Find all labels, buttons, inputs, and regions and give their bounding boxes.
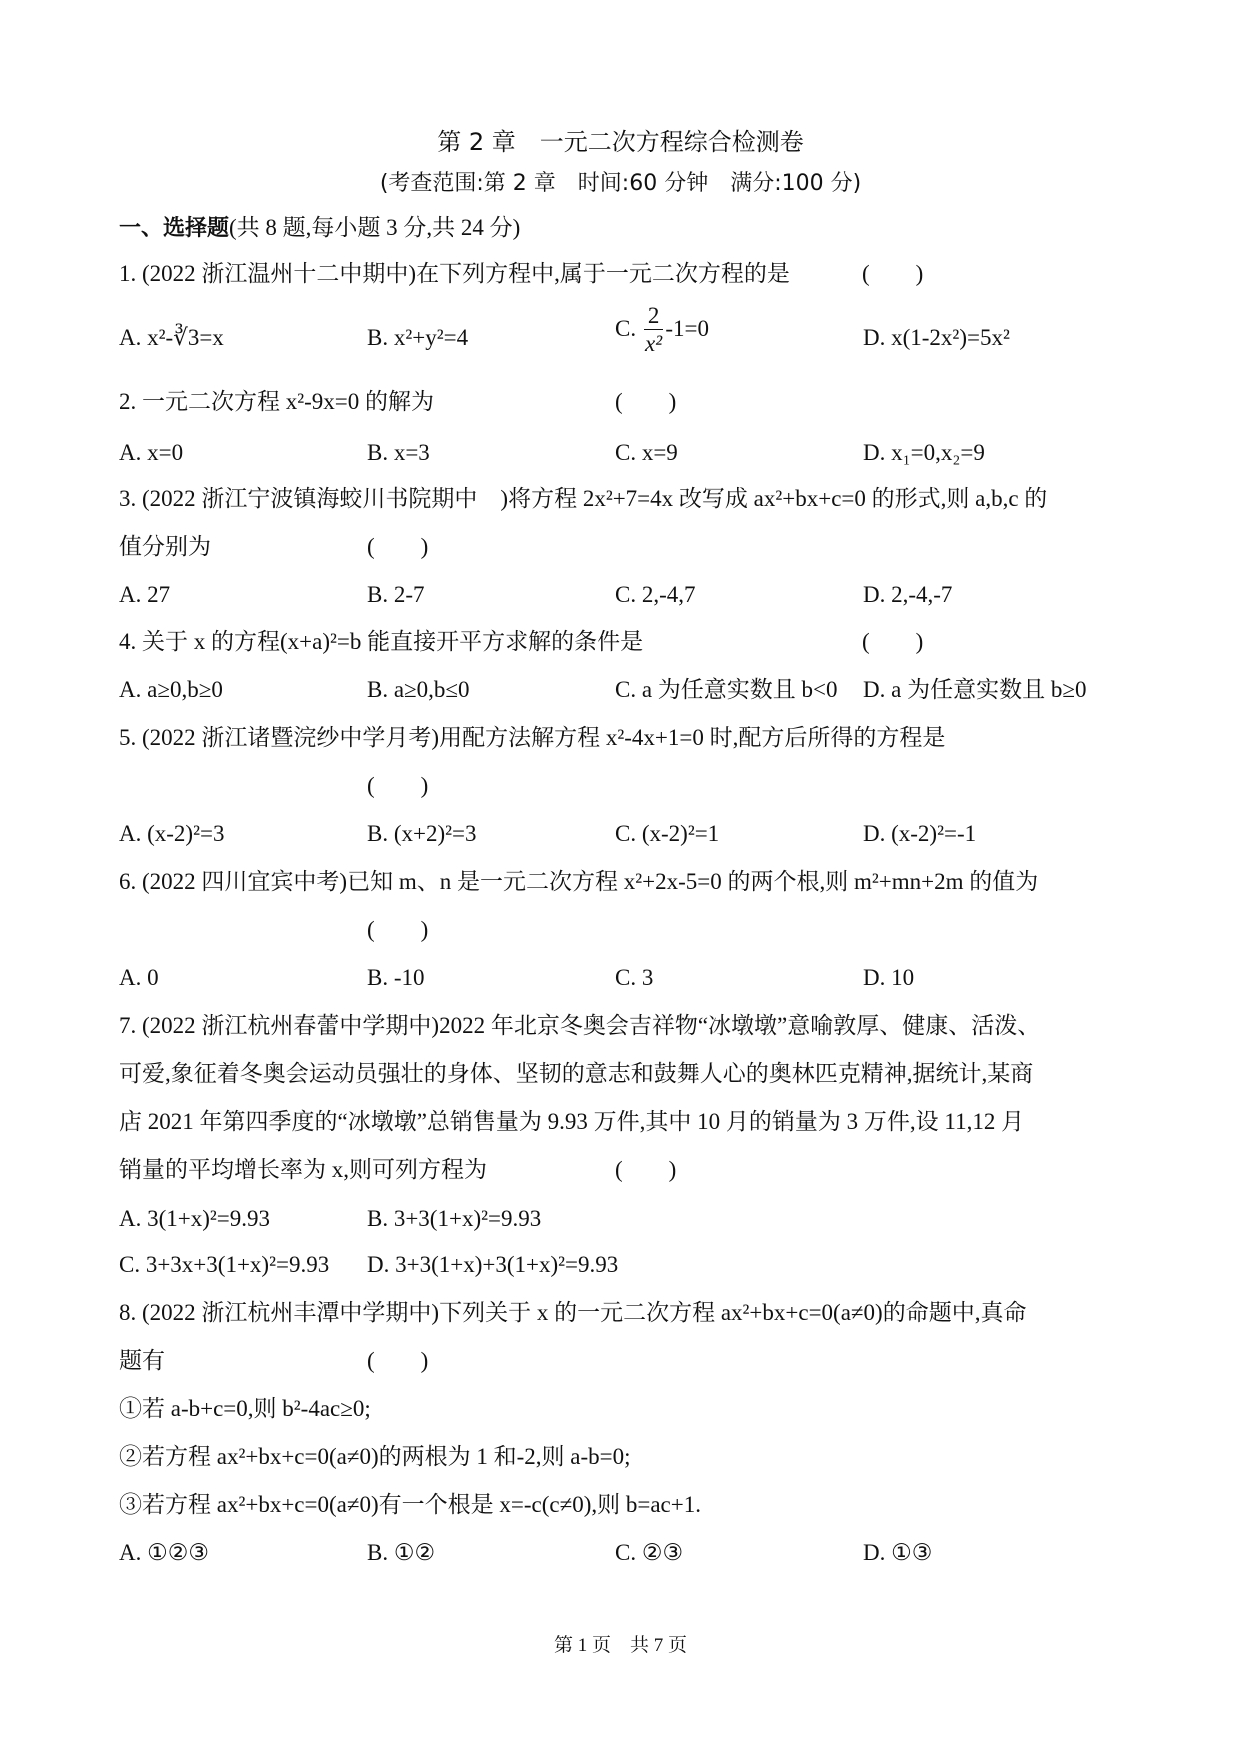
question-8-answer-bracket: ( ) xyxy=(367,1348,429,1373)
question-8-statement-3: ③若方程 ax²+bx+c=0(a≠0)有一个根是 x=-c(c≠0),则 b=ac+1. xyxy=(119,1492,701,1517)
question-8-statement-2: ②若方程 ax²+bx+c=0(a≠0)的两根为 1 和-2,则 a-b=0; xyxy=(119,1444,631,1469)
question-3-option-a: A. 27 xyxy=(119,582,171,607)
question-5-option-a: A. (x-2)²=3 xyxy=(119,821,225,846)
question-7-option-c: C. 3+3x+3(1+x)²=9.93 xyxy=(119,1252,330,1277)
question-1-option-b: B. x²+y²=4 xyxy=(367,325,469,350)
question-8-stem-line-2: 题有 xyxy=(119,1348,165,1373)
question-5-option-c: C. (x-2)²=1 xyxy=(615,821,720,846)
option-c-denominator: x² xyxy=(645,331,663,356)
section-label: 一、选择题 xyxy=(119,216,230,241)
question-3-option-c: C. 2,-4,7 xyxy=(615,582,696,607)
section-heading xyxy=(119,212,520,245)
option-c-fraction xyxy=(644,303,664,358)
question-7-stem-line-1: 7. (2022 浙江杭州春蕾中学期中)2022 年北京冬奥会吉祥物“冰墩墩”意喻敦厚、健康、活泼、 xyxy=(119,1013,1041,1038)
question-8-option-d: D. ①③ xyxy=(863,1540,933,1565)
question-3-option-d: D. 2,-4,-7 xyxy=(863,582,953,607)
question-7-stem-line-3: 店 2021 年第四季度的“冰墩墩”总销售量为 9.93 万件,其中 10 月的销量为 3 万件,设 11,12 月 xyxy=(119,1109,1025,1134)
option-c-numerator: 2 xyxy=(644,303,664,330)
question-7-stem-line-2: 可爱,象征着冬奥会运动员强壮的身体、坚韧的意志和鼓舞人心的奥林匹克精神,据统计,某商 xyxy=(119,1061,1034,1086)
question-2-option-d: D. x₁=0,x₂=9 xyxy=(863,440,985,465)
question-8-option-c: C. ②③ xyxy=(615,1540,684,1565)
question-8-statement-1: ①若 a-b+c=0,则 b²-4ac≥0; xyxy=(119,1396,371,1421)
question-2-stem: 2. 一元二次方程 x²-9x=0 的解为 xyxy=(119,389,435,414)
question-1-option-a: A. x²-∛3=x xyxy=(119,325,224,350)
question-4-answer-bracket: ( ) xyxy=(862,629,924,654)
question-6-option-d: D. 10 xyxy=(863,965,915,990)
question-6-option-c: C. 3 xyxy=(615,965,654,990)
option-c-prefix: C. xyxy=(615,315,642,341)
question-5-option-b: B. (x+2)²=3 xyxy=(367,821,477,846)
question-3-stem-line-2: 值分别为 xyxy=(119,534,211,559)
question-5-option-d: D. (x-2)²=-1 xyxy=(863,821,977,846)
question-7-option-b: B. 3+3(1+x)²=9.93 xyxy=(367,1206,542,1231)
question-7-answer-bracket: ( ) xyxy=(615,1157,677,1182)
question-7-option-d: D. 3+3(1+x)+3(1+x)²=9.93 xyxy=(367,1252,619,1277)
question-2-option-a: A. x=0 xyxy=(119,440,184,465)
page-subtitle: (考查范围:第 2 章 时间:60 分钟 满分:100 分) xyxy=(379,171,862,196)
question-4-stem: 4. 关于 x 的方程(x+a)²=b 能直接开平方求解的条件是 xyxy=(119,629,644,654)
question-5-stem: 5. (2022 浙江诸暨浣纱中学月考)用配方法解方程 x²-4x+1=0 时,配方后所得的方程是 xyxy=(119,725,946,750)
question-6-option-b: B. -10 xyxy=(367,965,425,990)
question-4-option-b: B. a≥0,b≤0 xyxy=(367,677,470,702)
question-6-option-a: A. 0 xyxy=(119,965,159,990)
question-6-stem: 6. (2022 四川宜宾中考)已知 m、n 是一元二次方程 x²+2x-5=0 的两个根,则 m²+mn+2m 的值为 xyxy=(119,869,1039,894)
question-8-option-a: A. ①②③ xyxy=(119,1540,209,1565)
option-c-suffix: -1=0 xyxy=(665,315,709,341)
question-3-answer-bracket: ( ) xyxy=(367,534,429,559)
question-8-option-b: B. ①② xyxy=(367,1540,436,1565)
question-2-option-b: B. x=3 xyxy=(367,440,430,465)
question-8-stem-line-1: 8. (2022 浙江杭州丰潭中学期中)下列关于 x 的一元二次方程 ax²+bx+c=0(a≠0)的命题中,真命 xyxy=(119,1300,1027,1325)
question-2-answer-bracket: ( ) xyxy=(615,389,677,414)
section-note: (共 8 题,每小题 3 分,共 24 分) xyxy=(229,215,521,240)
question-4-option-c: C. a 为任意实数且 b<0 xyxy=(615,677,838,702)
question-1-option-d: D. x(1-2x²)=5x² xyxy=(863,325,1010,350)
question-4-option-a: A. a≥0,b≥0 xyxy=(119,677,223,702)
page-title: 第 2 章 一元二次方程综合检测卷 xyxy=(437,128,804,156)
question-7-stem-line-4: 销量的平均增长率为 x,则可列方程为 xyxy=(119,1157,487,1182)
question-1-answer-bracket: ( ) xyxy=(862,261,924,286)
question-6-answer-bracket: ( ) xyxy=(367,917,429,942)
question-7-option-a: A. 3(1+x)²=9.93 xyxy=(119,1206,271,1231)
question-3-option-b: B. 2-7 xyxy=(367,582,425,607)
question-1-option-c xyxy=(615,303,709,358)
page-footer: 第 1 页 共 7 页 xyxy=(553,1635,687,1656)
question-5-answer-bracket: ( ) xyxy=(367,773,429,798)
question-1-stem: 1. (2022 浙江温州十二中期中)在下列方程中,属于一元二次方程的是 xyxy=(119,261,790,286)
question-3-stem-line-1: 3. (2022 浙江宁波镇海蛟川书院期中 )将方程 2x²+7=4x 改写成 ax²+bx+c=0 的形式,则 a,b,c 的 xyxy=(119,486,1048,511)
question-2-option-c: C. x=9 xyxy=(615,440,678,465)
question-4-option-d: D. a 为任意实数且 b≥0 xyxy=(863,677,1087,702)
